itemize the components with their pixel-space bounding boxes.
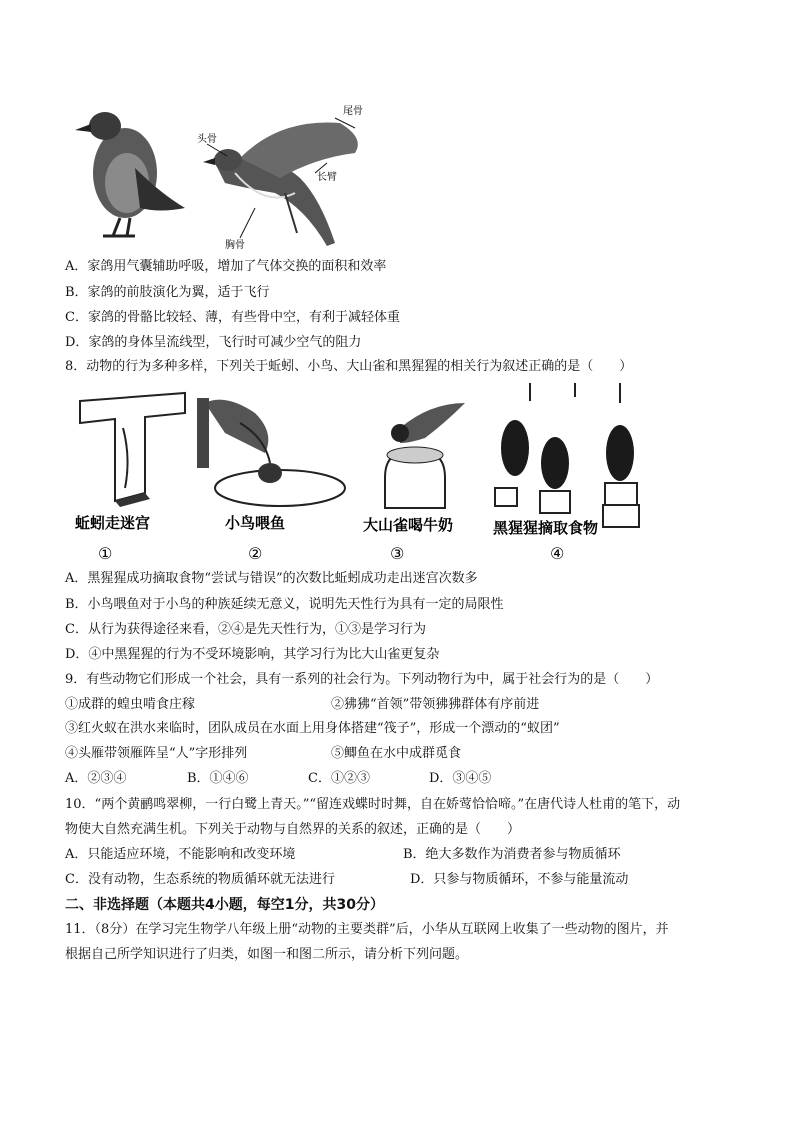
q8-option-c: C．从行为获得途径来看，②④是先天性行为，①③是学习行为 — [65, 622, 426, 637]
section-2-heading: 二、非选择题（本题共4小题，每空1分，共30分） — [65, 897, 384, 913]
panel-num-1: ① — [98, 544, 113, 563]
q7-option-c: C．家鸽的骨骼比较轻、薄，有些骨中空，有利于减轻体重 — [65, 310, 400, 325]
earthworm-maze-image — [80, 393, 185, 507]
panel-num-2: ② — [248, 544, 263, 563]
q8-option-d: D．④中黑猩猩的行为不受环境影响，其学习行为比大山雀更复杂 — [65, 647, 440, 662]
q8-behavior-figure — [65, 383, 645, 563]
tit-drinking-milk-image — [385, 403, 465, 508]
q10-option-b: B．绝大多数作为消费者参与物质循环 — [403, 847, 621, 862]
q9-item-3: ③红火蚁在洪水来临时，团队成员在水面上用身体搭建“筏子”，形成一个漂动的“蚁团” — [65, 721, 560, 736]
q11-line1: 11．（8分）在学习完生物学八年级上册“动物的主要类群”后，小华从互联网上收集了一些动物的图片，并 — [65, 922, 669, 937]
chimpanzee-food-image — [495, 383, 639, 527]
q11-line2: 根据自己所学知识进行了归类，如图一和图二所示，请分析下列问题。 — [65, 947, 469, 962]
q10-option-a: A．只能适应环境，不能影响和改变环境 — [65, 847, 296, 862]
label-skull: 头骨 — [197, 134, 217, 145]
q10-option-c: C．没有动物，生态系统的物质循环就无法进行 — [65, 872, 335, 887]
q7-option-a: A．家鸽用气囊辅助呼吸，增加了气体交换的面积和效率 — [65, 259, 387, 274]
caption-chimp: 黑猩猩摘取食物 — [493, 519, 599, 537]
q10-stem-line2: 物使大自然充满生机。下列关于动物与自然界的关系的叙述，正确的是（ ） — [65, 822, 521, 837]
caption-tit-milk: 大山雀喝牛奶 — [363, 516, 454, 534]
behavior-illustration — [65, 383, 645, 563]
q9-item-2: ②狒狒“首领”带领狒狒群体有序前进 — [331, 697, 540, 712]
caption-bird-fish: 小鸟喂鱼 — [225, 514, 286, 532]
q8-option-a: A．黑猩猩成功摘取食物“尝试与错误”的次数比蚯蚓成功走出迷宫次数多 — [65, 571, 478, 586]
q9-stem: 9．有些动物它们形成一个社会，具有一系列的社会行为。下列动物行为中，属于社会行为的是（ ） — [65, 672, 659, 687]
q7-option-b: B．家鸽的前肢演化为翼，适于飞行 — [65, 285, 270, 300]
q10-stem-line1: 10．“两个黄鹂鸣翠柳，一行白鹭上青天。”“留连戏蝶时时舞，自在娇莺恰恰啼。”在唐代诗人杜甫的笔下，动 — [65, 797, 681, 812]
q9-item-1: ①成群的蝗虫啃食庄稼 — [65, 697, 196, 712]
pigeon-figure — [65, 98, 385, 250]
q8-stem: 8．动物的行为多种多样，下列关于蚯蚓、小鸟、大山雀和黑猩猩的相关行为叙述正确的是（ ） — [65, 359, 633, 374]
pigeon-illustration — [65, 98, 385, 250]
label-sternum: 胸骨 — [225, 240, 245, 250]
q10-option-d: D．只参与物质循环，不参与能量流动 — [410, 872, 629, 887]
q9-option-d: D．③④⑤ — [429, 771, 492, 786]
panel-num-4: ④ — [550, 544, 565, 563]
label-tail: 尾骨 — [343, 106, 363, 117]
label-arm: 长臂 — [317, 172, 337, 183]
q9-option-b: B．①④⑥ — [187, 771, 249, 786]
q7-option-d: D．家鸽的身体呈流线型，飞行时可减少空气的阻力 — [65, 335, 362, 350]
q9-option-c: C．①②③ — [308, 771, 370, 786]
q9-item-4: ④头雁带领雁阵呈“人”字形排列 — [65, 746, 248, 761]
q9-item-5: ⑤鲫鱼在水中成群觅食 — [331, 746, 462, 761]
q8-option-b: B．小鸟喂鱼对于小鸟的种族延续无意义，说明先天性行为具有一定的局限性 — [65, 597, 504, 612]
panel-num-3: ③ — [390, 544, 405, 563]
caption-maze: 蚯蚓走迷宫 — [75, 514, 151, 532]
q9-option-a: A．②③④ — [65, 771, 127, 786]
standing-pigeon-image — [75, 112, 185, 236]
bird-feeding-fish-image — [197, 398, 345, 506]
